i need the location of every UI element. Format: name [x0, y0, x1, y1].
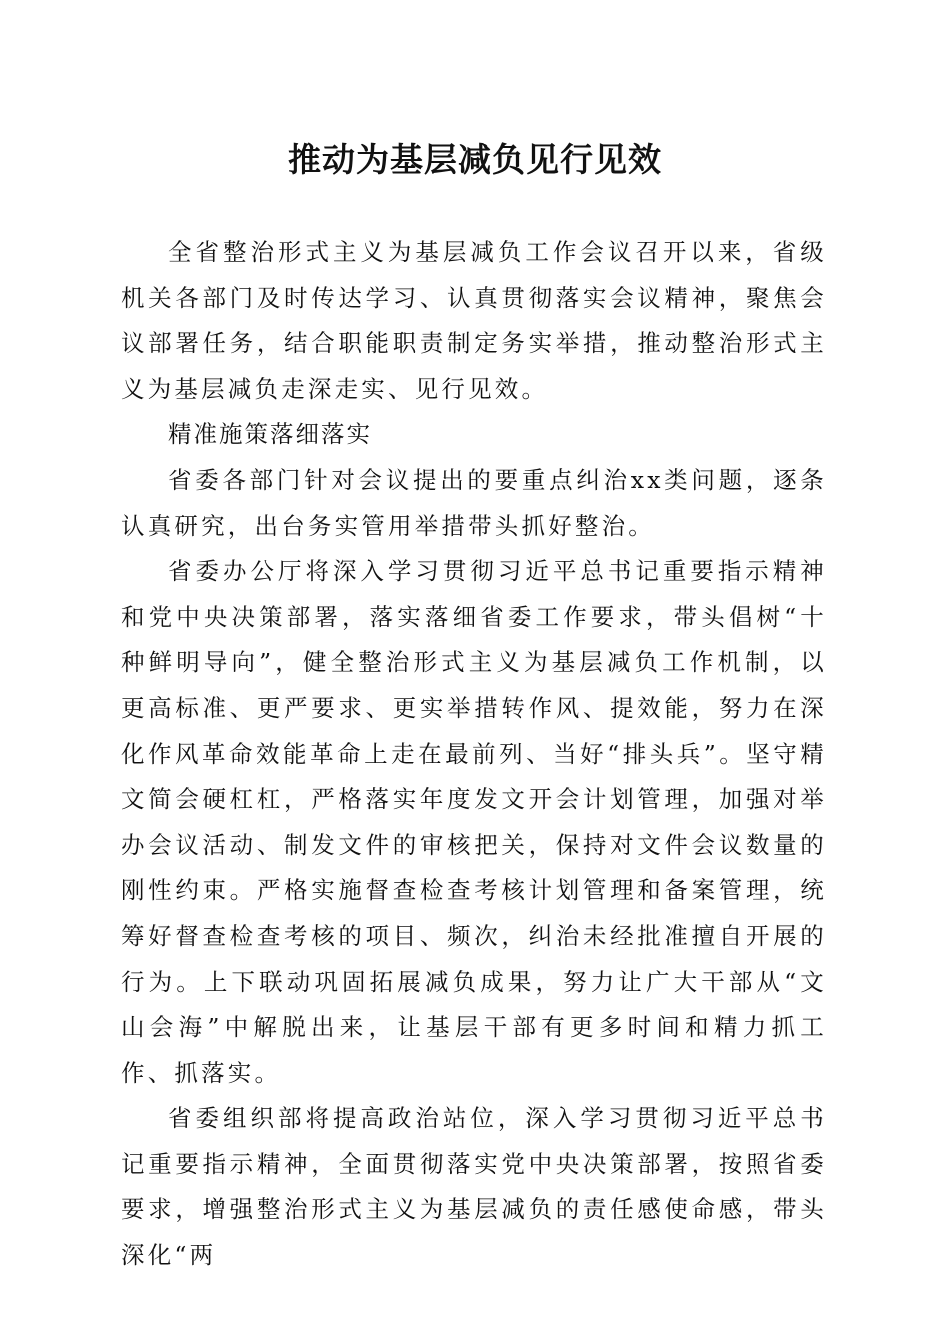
- intro-paragraph: 全省整治形式主义为基层减负工作会议召开以来，省级机关各部门及时传达学习、认真贯彻落实会议精神，聚焦会议部署任务，结合职能职责制定务实举措，推动整治形式主义为基层减负走深走实、见行见效。: [121, 238, 827, 403]
- document-body: [121, 230, 827, 1279]
- body-paragraph: 省委组织部将提高政治站位，深入学习贯彻习近平总书记重要指示精神，全面贯彻落实党中央决策部署，按照省委要求，增强整治形式主义为基层减负的责任感使命感，带头深化“两: [121, 1104, 827, 1270]
- document-title: 推动为基层减负见行见效: [288, 140, 662, 179]
- body-paragraph: 省委办公厅将深入学习贯彻习近平总书记重要指示精神和党中央决策部署，落实落细省委工作要求，带头倡树“十种鲜明导向”，健全整治形式主义为基层减负工作机制，以更高标准、更严要求、更实举措转作风、提效能，努力在深化作风革命效能革命上走在最前列、当好“排头兵”。坚守精文简会硬杠杠，严格落实年度发文开会计划管理，加强对举办会议活动、制发文件的审核把关，保持对文件会议数量的刚性约束。严格实施督查检查考核计划管理和备案管理，统筹好督查检查考核的项目、频次，纠治未经批准擅自开展的行为。上下联动巩固拓展减负成果，努力让广大干部从“文山会海”中解脱出来，让基层干部有更多时间和精力抓工作、抓落实。: [121, 557, 827, 1087]
- section-heading: 精准施策落细落实: [168, 420, 372, 449]
- body-paragraph: 省委各部门针对会议提出的要重点纠治xx类问题，逐条认真研究，出台务实管用举措带头抓好整治。: [121, 465, 827, 540]
